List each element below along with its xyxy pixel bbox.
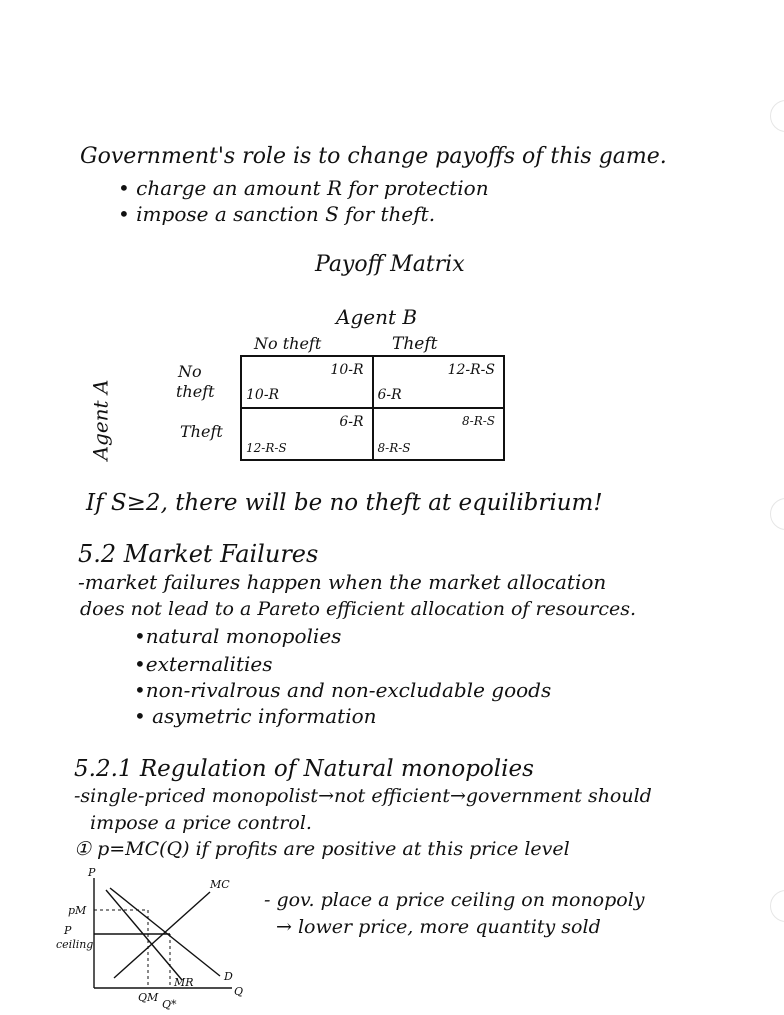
monopoly-price-ceiling-graph bbox=[50, 868, 250, 1013]
section-5-2-bullet-3: •non-rivalrous and non-excludable goods bbox=[134, 678, 552, 702]
section-5-2-1-heading: 5.2.1 Regulation of Natural monopolies bbox=[74, 756, 534, 782]
section-5-2-1-line-2: impose a price control. bbox=[90, 812, 312, 834]
agent-a-label: Agent A bbox=[88, 379, 113, 461]
intro-title: Government's role is to change payoffs of this game. bbox=[80, 144, 667, 169]
payoff-agent-b: 6-R bbox=[339, 414, 364, 430]
section-5-2-heading: 5.2 Market Failures bbox=[78, 540, 319, 568]
payoff-agent-a: 8-R-S bbox=[377, 441, 411, 455]
marginal-cost-curve bbox=[114, 892, 210, 978]
qm-label: QM bbox=[138, 991, 159, 1004]
payoff-matrix-title: Payoff Matrix bbox=[315, 252, 465, 277]
table-row bbox=[241, 408, 504, 460]
qstar-label: Q* bbox=[162, 998, 177, 1011]
intro-bullet-2: • impose a sanction S for theft. bbox=[118, 202, 436, 226]
payoff-cell bbox=[241, 408, 373, 460]
section-5-2-line-1: -market failures happen when the market allocation bbox=[78, 570, 607, 594]
d-label: D bbox=[224, 970, 233, 983]
payoff-cell bbox=[373, 408, 505, 460]
payoff-cell bbox=[373, 356, 505, 408]
col-header-theft: Theft bbox=[392, 334, 438, 354]
section-5-2-1-line-3: ① p=MC(Q) if profits are positive at this price level bbox=[74, 838, 570, 860]
payoff-agent-a: 12-R-S bbox=[246, 441, 287, 455]
payoff-agent-b: 8-R-S bbox=[462, 414, 495, 428]
col-header-no-theft: No theft bbox=[254, 334, 322, 353]
payoff-matrix-table bbox=[240, 355, 505, 461]
intro-bullet-1: • charge an amount R for protection bbox=[118, 176, 489, 200]
payoff-agent-a: 6-R bbox=[377, 387, 402, 403]
mr-label: MR bbox=[174, 976, 194, 989]
p-ceiling-label-2: ceiling bbox=[56, 938, 94, 951]
pm-label: pM bbox=[68, 904, 87, 917]
payoff-agent-a: 10-R bbox=[246, 387, 280, 403]
binder-hole-mark bbox=[770, 498, 784, 530]
equilibrium-conclusion: If S≥2, there will be no theft at equilibrium! bbox=[86, 490, 603, 516]
section-5-2-line-2: does not lead to a Pareto efficient allocation of resources. bbox=[80, 598, 637, 620]
binder-hole-mark bbox=[770, 890, 784, 922]
payoff-agent-b: 10-R bbox=[330, 362, 364, 378]
agent-b-label: Agent B bbox=[336, 305, 418, 329]
section-5-2-1-line-1: -single-priced monopolist→not efficient→government should bbox=[74, 785, 652, 807]
payoff-cell bbox=[241, 356, 373, 408]
p-ceiling-label-1: P bbox=[64, 924, 72, 937]
payoff-agent-b: 12-R-S bbox=[447, 362, 495, 378]
graph-note-1: - gov. place a price ceiling on monopoly bbox=[264, 889, 645, 911]
row-header-theft-1: theft bbox=[176, 382, 215, 401]
p-axis-label: P bbox=[88, 868, 96, 879]
table-row bbox=[241, 356, 504, 408]
mc-label: MC bbox=[210, 878, 230, 891]
section-5-2-bullet-4: • asymetric information bbox=[134, 704, 377, 728]
binder-hole-mark bbox=[770, 100, 784, 132]
row-header-theft-2: Theft bbox=[180, 422, 223, 441]
graph-note-2: → lower price, more quantity sold bbox=[276, 916, 601, 938]
row-header-no: No bbox=[178, 362, 202, 381]
section-5-2-bullet-2: •externalities bbox=[134, 652, 273, 676]
marginal-revenue-curve bbox=[106, 890, 182, 980]
section-5-2-bullet-1: •natural monopolies bbox=[134, 624, 342, 648]
q-axis-label: Q bbox=[234, 985, 244, 998]
